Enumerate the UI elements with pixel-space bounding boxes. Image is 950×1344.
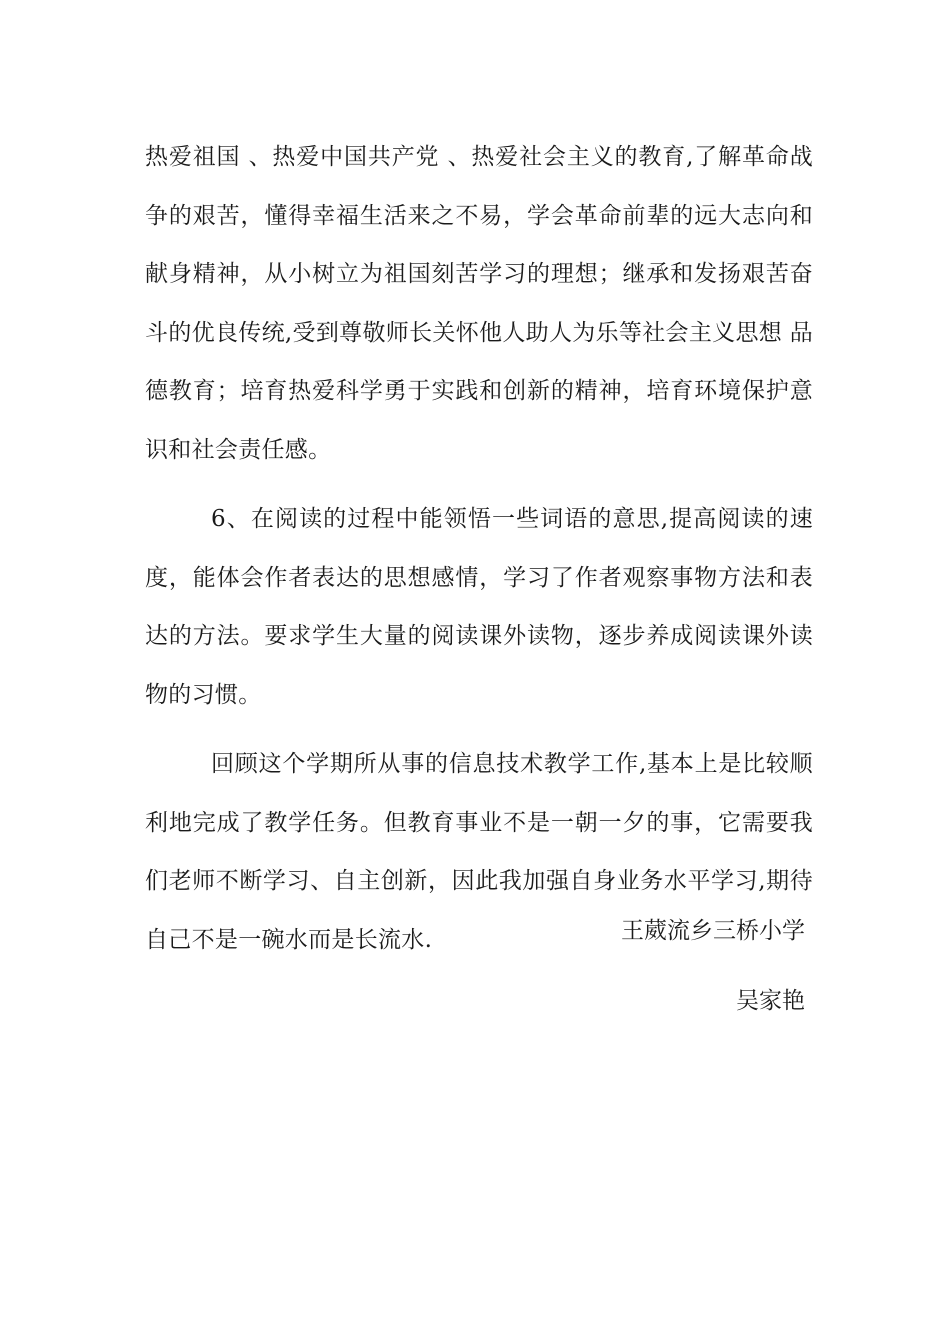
signature-name: 吴家艳 xyxy=(736,988,805,1014)
document-body xyxy=(145,128,813,969)
paragraph-semester-review: 回顾这个学期所从事的信息技术教学工作,基本上是比较顺利地完成了教学任务。但教育事业不是一朝一夕的事，它需要我们老师不断学习、自主创新，因此我加强自身业务水平学习,期待自己不是一碗水而是长流水. xyxy=(145,751,813,953)
paragraph-education-goals: 热爱祖国 、热爱中国共产党 、热爱社会主义的教育,了解革命战争的艰苦，懂得幸福生活来之不易，学会革命前辈的远大志向和献身精神，从小树立为祖国刻苦学习的理想；继承和发扬艰苦奋斗的优良传统,受到尊敬师长关怀他人助人为乐等社会主义思想 品德教育；培育热爱科学勇于实践和创新的精神，培育环境保护意识和社会责任感。 xyxy=(145,144,813,463)
signature-school: 王葳流乡三桥小学 xyxy=(621,918,805,944)
paragraph-reading-goals: 6、在阅读的过程中能领悟一些词语的意思,提高阅读的速度，能体会作者表达的思想感情，学习了作者观察事物方法和表达的方法。要求学生大量的阅读课外读物，逐步养成阅读课外读物的习惯。 xyxy=(145,506,813,708)
